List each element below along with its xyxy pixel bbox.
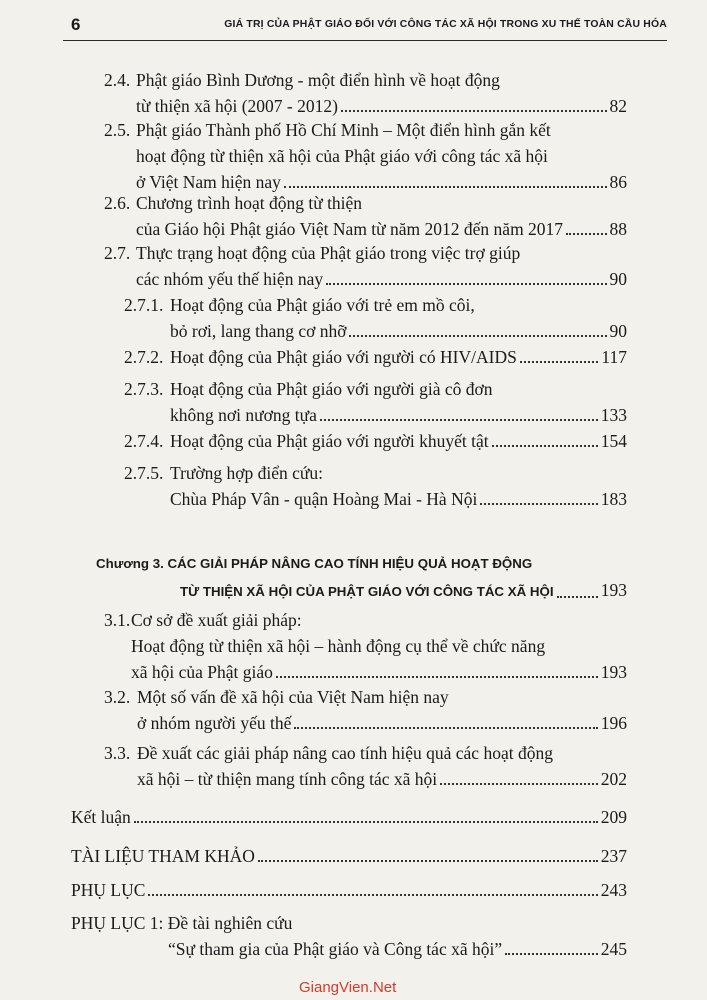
running-title: GIÁ TRỊ CỦA PHẬT GIÁO ĐỐI VỚI CÔNG TÁC XÃ HỘI TRONG XU THẾ TOÀN CẦU HÓA [224, 19, 667, 30]
toc-title-line: xã hội của Phật giáo [131, 662, 273, 682]
toc-entry-2-7 [104, 240, 627, 292]
toc-title-line: không nơi nương tựa [170, 405, 317, 425]
toc-title-line: từ thiện xã hội (2007 - 2012) [136, 96, 338, 116]
toc-title-line: Hoạt động từ thiện xã hội – hành động cụ thể về chức năng [131, 636, 546, 656]
toc-page-number: 117 [601, 347, 627, 367]
chapter-title-line: Chương 3. CÁC GIẢI PHÁP NÂNG CAO TÍNH HIỆU QUẢ HOẠT ĐỘNG [96, 556, 533, 571]
toc-page-number: 245 [600, 939, 627, 959]
dot-leader [349, 334, 606, 337]
toc-number: 2.6. [104, 193, 131, 213]
toc-page-number: 88 [609, 219, 627, 239]
dot-leader [480, 502, 597, 505]
dot-leader [320, 418, 598, 421]
toc-title-line: các nhóm yếu thế hiện nay [136, 269, 324, 289]
toc-title-line: của Giáo hội Phật giáo Việt Nam từ năm 2012 đến năm 2017 [136, 219, 564, 239]
toc-title-line: Chùa Pháp Vân - quận Hoàng Mai - Hà Nội [170, 489, 478, 509]
toc-title-line: bỏ rơi, lang thang cơ nhỡ [170, 321, 347, 341]
toc-entry-2-7-3 [124, 376, 627, 428]
toc-title-line: Một số vấn đề xã hội của Việt Nam hiện nay [137, 687, 449, 707]
toc-number: 2.7.4. [124, 431, 164, 451]
dot-leader [440, 782, 598, 785]
toc-number: 3.1. [104, 610, 131, 630]
toc-title-line: “Sự tham gia của Phật giáo và Công tác xã hội” [168, 939, 503, 959]
dot-leader [341, 109, 607, 112]
toc-title-line: TÀI LIỆU THAM KHẢO [71, 846, 255, 866]
toc-title-line: Cơ sở đề xuất giải pháp: [131, 610, 302, 630]
toc-number: 2.5. [104, 120, 131, 140]
toc-page-number: 90 [609, 321, 627, 341]
toc-number: 2.7.5. [124, 463, 164, 483]
toc-entry-2-5 [104, 117, 627, 195]
toc-entry-2-7-2 [124, 344, 627, 370]
toc-entry-appendix-1 [71, 910, 627, 962]
toc-number: 2.4. [104, 70, 131, 90]
toc-page-number: 86 [609, 172, 627, 192]
toc-number: 3.3. [104, 743, 131, 763]
toc-entry-2-4 [104, 67, 627, 119]
toc-title-line: Hoạt động của Phật giáo với người già cô đơn [170, 379, 493, 399]
toc-title-line: ở nhóm người yếu thế [137, 713, 292, 733]
toc-title-line: Hoạt động của Phật giáo với trẻ em mồ côi, [170, 295, 475, 315]
dot-leader [276, 675, 598, 678]
toc-entry-2-7-5 [124, 460, 627, 512]
toc-title-line: Đề xuất các giải pháp nâng cao tính hiệu quả các hoạt động [137, 743, 553, 763]
toc-entry-conclusion [71, 804, 627, 830]
toc-entry-2-7-4 [124, 428, 627, 454]
toc-number: 2.7.1. [124, 295, 164, 315]
dot-leader [566, 232, 606, 235]
toc-title-line: Chương trình hoạt động từ thiện [136, 193, 363, 213]
toc-entry-3-2 [104, 684, 627, 736]
toc-number: 2.7.2. [124, 347, 164, 367]
toc-chapter-3 [96, 551, 627, 605]
toc-title-line: hoạt động từ thiện xã hội của Phật giáo với công tác xã hội [136, 146, 548, 166]
toc-page-number: 133 [600, 405, 627, 425]
toc-entry-references [71, 843, 627, 869]
toc-page-number: 183 [600, 489, 627, 509]
dot-leader [557, 595, 598, 598]
toc-page-number: 193 [600, 662, 627, 682]
running-header [63, 14, 667, 41]
toc-entry-3-3 [104, 740, 627, 792]
toc-page-number: 154 [600, 431, 627, 451]
toc-title-line: PHỤ LỤC 1: Đề tài nghiên cứu [71, 913, 293, 933]
toc-title-line: Hoạt động của Phật giáo với người có HIV/AIDS [170, 347, 517, 367]
toc-entry-appendix [71, 877, 627, 903]
toc-number: 3.2. [104, 687, 131, 707]
toc-title-line: Phật giáo Bình Dương - một điển hình về hoạt động [136, 70, 500, 90]
toc-title-line: PHỤ LỤC [71, 880, 146, 900]
toc-title-line: Trường hợp điển cứu: [170, 463, 324, 483]
page-number: 6 [71, 15, 81, 34]
toc-title-line: Thực trạng hoạt động của Phật giáo trong việc trợ giúp [136, 243, 521, 263]
dot-leader [294, 726, 597, 729]
toc-number: 2.7. [104, 243, 131, 263]
toc-page-number: 193 [600, 580, 627, 600]
watermark-text: GiangVien.Net [299, 979, 397, 996]
toc-page-number: 202 [600, 769, 627, 789]
toc-page-number: 209 [600, 807, 627, 827]
dot-leader [326, 282, 606, 285]
toc-page-number: 196 [600, 713, 627, 733]
toc-page-number: 243 [600, 880, 627, 900]
toc-title-line: Kết luận [71, 807, 131, 827]
dot-leader [284, 185, 607, 188]
toc-page-number: 237 [600, 846, 627, 866]
toc-page-number: 90 [609, 269, 627, 289]
dot-leader [505, 952, 598, 955]
toc-title-line: ở Việt Nam hiện nay [136, 172, 281, 192]
toc-page-number: 82 [609, 96, 627, 116]
toc-entry-2-6 [104, 190, 627, 242]
dot-leader [492, 444, 598, 447]
toc-title-line: Hoạt động của Phật giáo với người khuyết tật [170, 431, 489, 451]
dot-leader [520, 360, 599, 363]
dot-leader [258, 859, 598, 862]
toc-title-line: Phật giáo Thành phố Hồ Chí Minh – Một điển hình gắn kết [136, 120, 551, 140]
toc-title-line: xã hội – từ thiện mang tính công tác xã hội [137, 769, 438, 789]
toc-entry-3-1 [104, 607, 627, 685]
toc-entry-2-7-1 [124, 292, 627, 344]
dot-leader [148, 893, 597, 896]
toc-number: 2.7.3. [124, 379, 164, 399]
chapter-title-line: TỪ THIỆN XÃ HỘI CỦA PHẬT GIÁO VỚI CÔNG TÁC XÃ HỘI [180, 584, 554, 599]
dot-leader [134, 820, 598, 823]
